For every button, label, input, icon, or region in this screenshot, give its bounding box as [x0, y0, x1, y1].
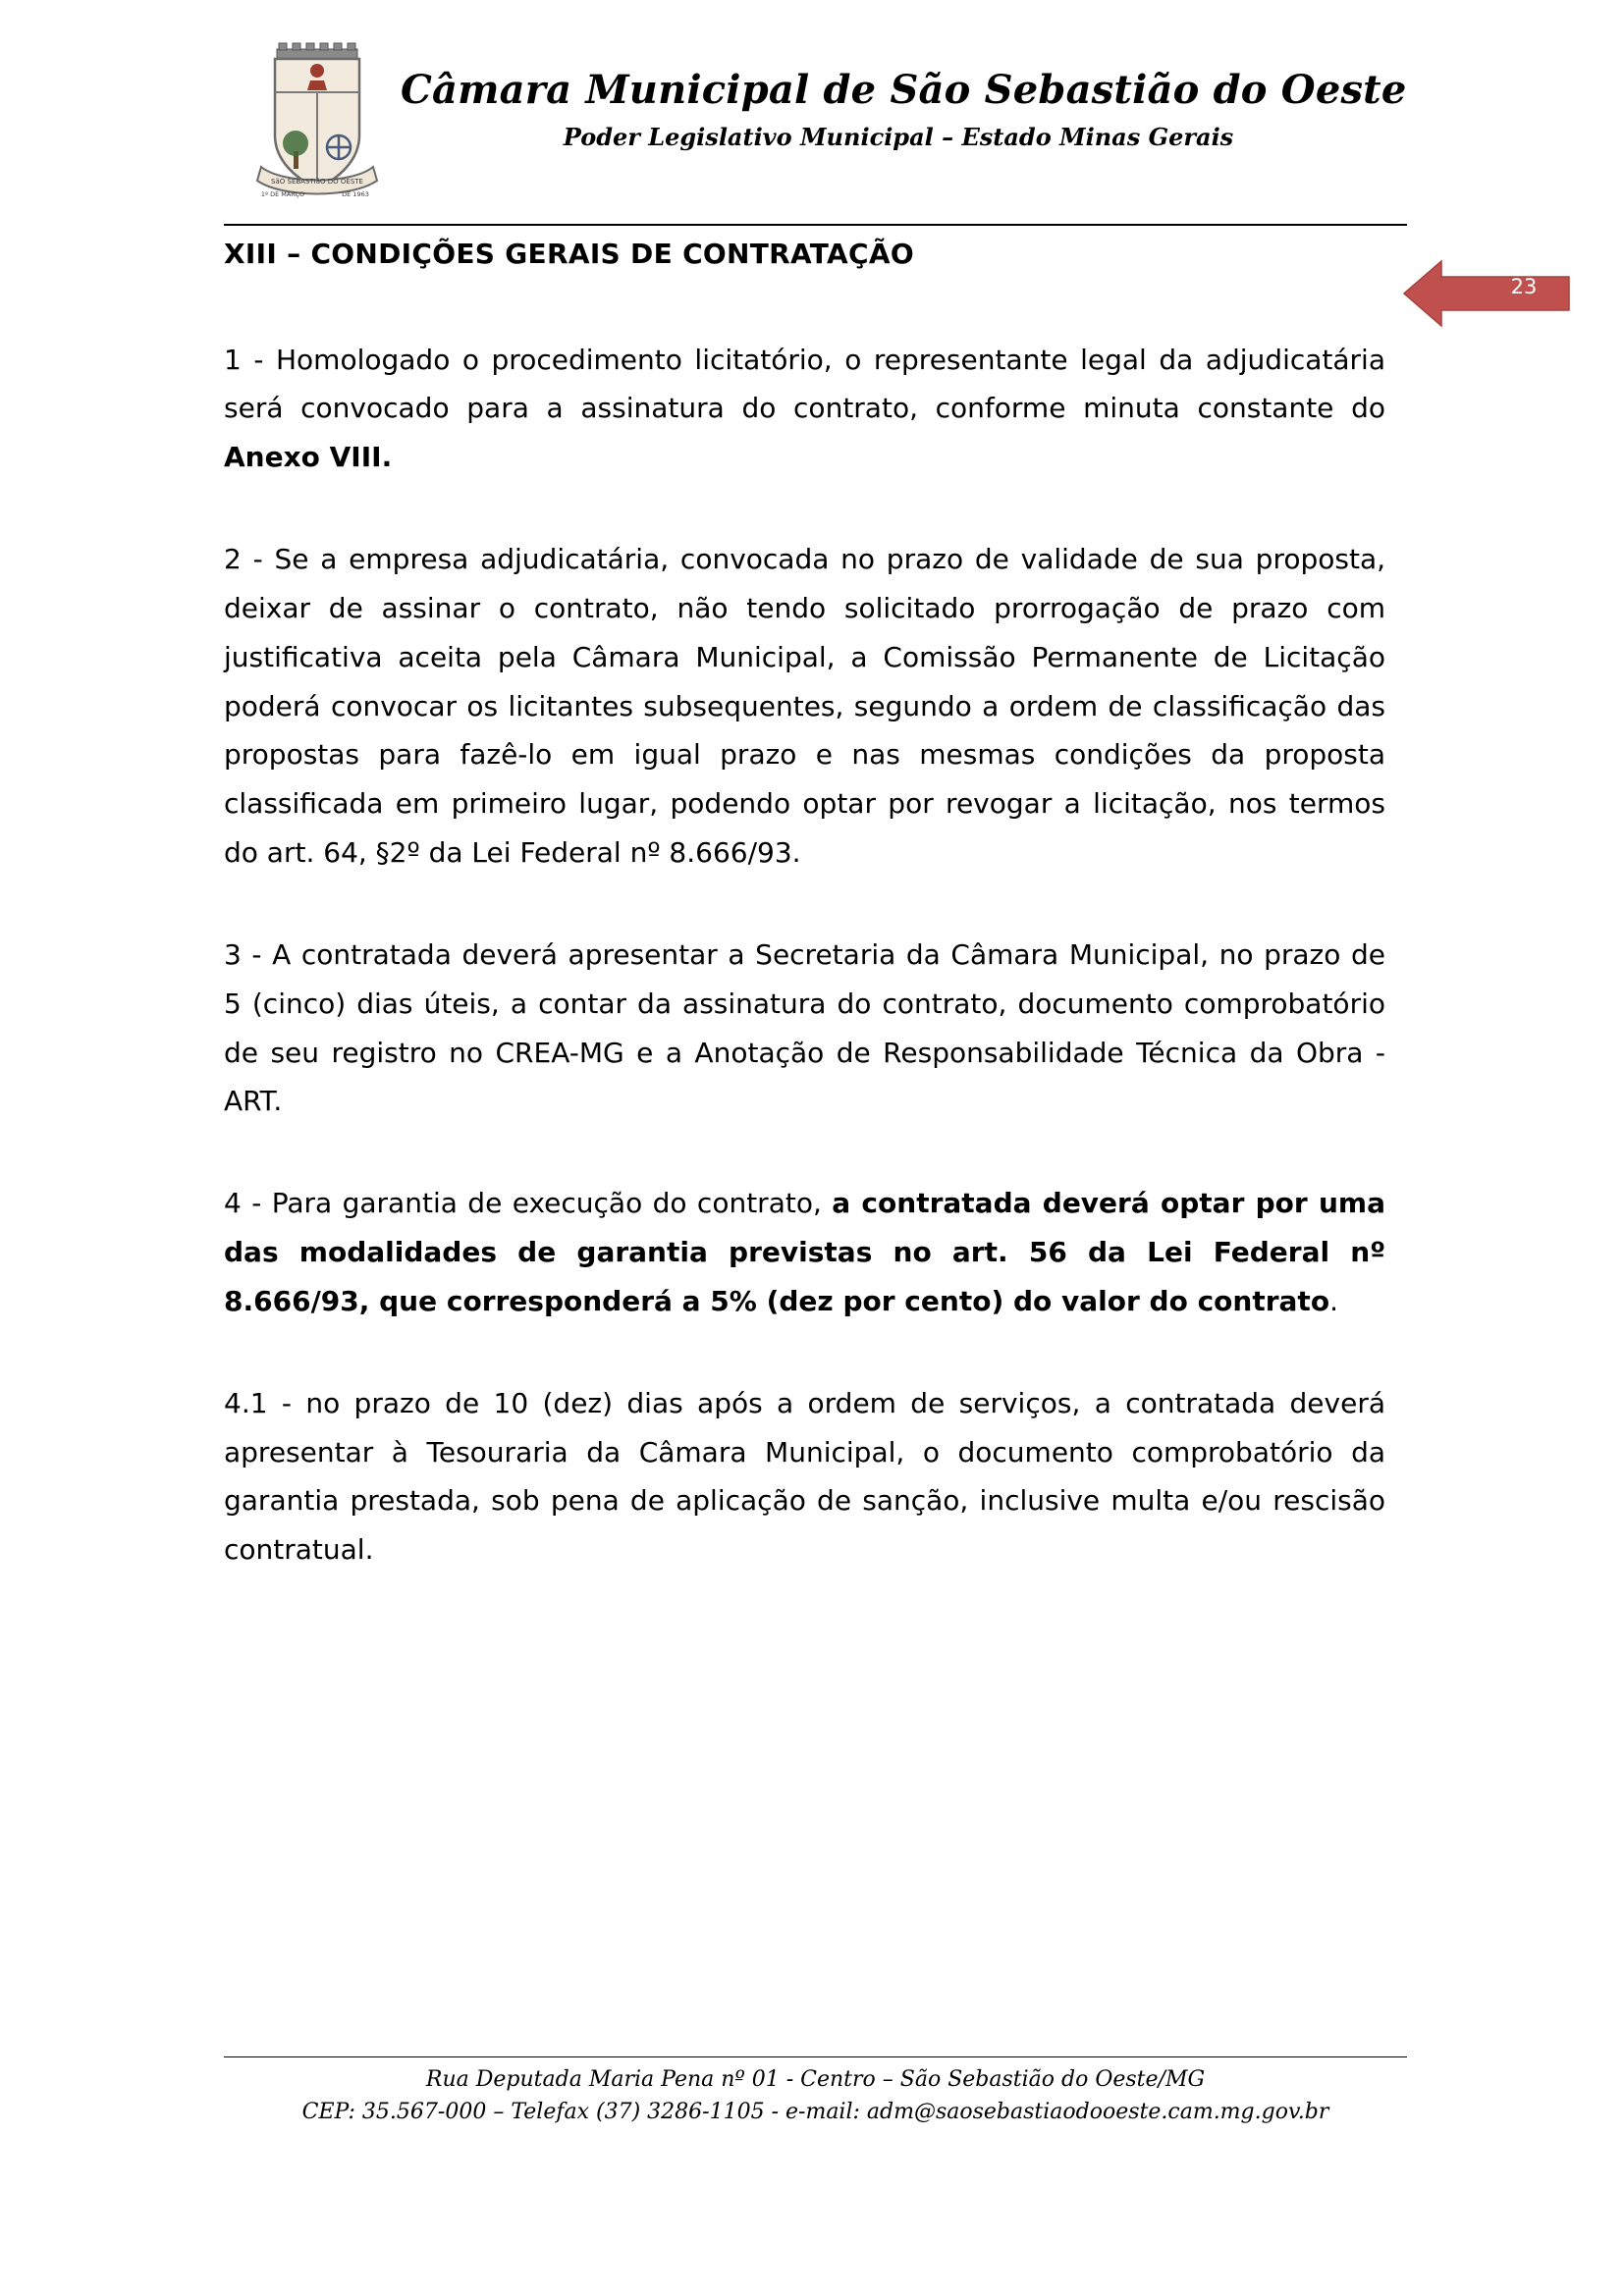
paragraph-1 [224, 336, 1385, 482]
header-divider [224, 224, 1407, 226]
footer-contact: CEP: 35.567-000 – Telefax (37) 3286-1105 - e-mail: adm@saosebastiaodooeste.cam.mg.gov.br [301, 2100, 1329, 2124]
paragraph-3 [224, 931, 1385, 1126]
para-run: 1 - Homologado o procedimento licitatório, o representante legal da adjudicatária será convocado para a assinatura do contrato, conforme minuta constante do [224, 343, 1385, 425]
footer-divider [224, 2056, 1407, 2057]
page-marker-arrow [1402, 257, 1571, 330]
spacer [224, 1126, 1385, 1179]
header-title: Câmara Municipal de São Sebastião do Oeste [401, 67, 1407, 113]
footer-address: Rua Deputada Maria Pena nº 01 - Centro – São Sebastião do Oeste/MG [425, 2067, 1206, 2092]
paragraph-4 [224, 1179, 1385, 1325]
para-run: 3 - A contratada deverá apresentar a Secretaria da Câmara Municipal, no prazo de 5 (cinco) dias úteis, a contar da assinatura do contrato, documento comprobatório de seu registro no CREA-MG e a Anotação de Responsabilidade Técnica da Obra - ART. [224, 937, 1385, 1118]
para-run: 4.1 - no prazo de 10 (dez) dias após a ordem de serviços, a contratada deverá apresentar à Tesouraria da Câmara Municipal, o documento comprobatório da garantia prestada, sob pena de aplicação de sanção, inclusive multa e/ou rescisão contratual. [224, 1386, 1385, 1567]
svg-text:1º DE MARÇO: 1º DE MARÇO [260, 190, 305, 198]
paragraph-2 [224, 535, 1385, 878]
svg-text:SãO SEBASTIãO DO OESTE: SãO SEBASTIãO DO OESTE [271, 178, 363, 186]
para-run-bold: Anexo VIII. [224, 441, 393, 474]
para-run: 2 - Se a empresa adjudicatária, convocada no prazo de validade de sua proposta, deixar de assinar o contrato, não tendo solicitado prorrogação de prazo com justificativa aceita pela Câmara Municipal, a Comissão Permanente de Licitação poderá convocar os licitantes subsequentes, segundo a ordem de classificação das propostas para fazê-lo em igual prazo e nas mesmas condições da proposta classificada em primeiro lugar, podendo optar por revogar a licitação, nos termos do art. 64, §2º da Lei Federal nº 8.666/93. [224, 543, 1385, 870]
para-run: 4 - Para garantia de execução do contrato, [224, 1187, 833, 1220]
spacer [224, 878, 1385, 931]
page-number: 23 [1510, 275, 1538, 298]
svg-text:DE 1963: DE 1963 [342, 190, 369, 198]
para-run-bold: a contratada deverá optar por uma das modalidades de garantia previstas no art. 56 da Lei Federal nº 8.666/93, que corresponderá a 5% (dez por cento) do valor do contrato [224, 1187, 1385, 1317]
header-subtitle: Poder Legislativo Municipal – Estado Minas Gerais [563, 123, 1234, 151]
spacer [224, 1326, 1385, 1379]
paragraph-4-1 [224, 1379, 1385, 1575]
spacer [224, 482, 1385, 535]
spacer [224, 271, 1385, 336]
document-body [224, 238, 1385, 1575]
coat-of-arms-icon [253, 41, 381, 203]
document-footer [224, 2056, 1407, 2124]
para-run: . [1329, 1284, 1338, 1317]
document-header [224, 41, 1407, 208]
section-title: XIII – CONDIÇÕES GERAIS DE CONTRATAÇÃO [224, 238, 914, 270]
